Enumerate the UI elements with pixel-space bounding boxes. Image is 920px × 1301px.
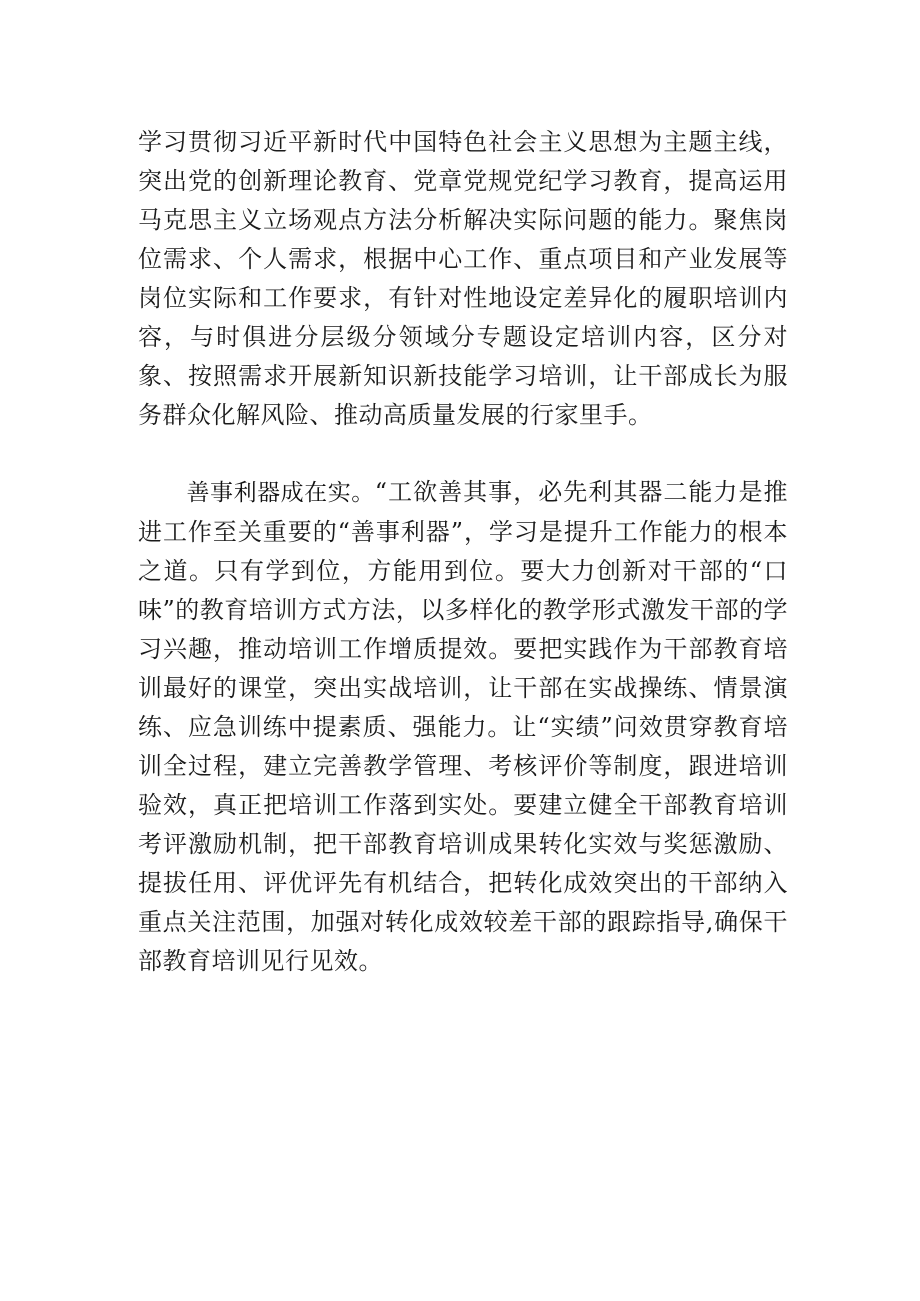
paragraph-2-text: “工欲善其事，必先利其器二能力是推进工作至关重要的“善事利器”，学习是提升工作能力的根本之道。只有学到位，方能用到位。要大力创新对干部的“口味”的教育培训方式方法，以多样化的教学形式激发干部的学习兴趣，推动培训工作增质提效。要把实践作为干部教育培训最好的课堂，突出实战培训，让干部在实战操练、情景演练、应急训练中提素质、强能力。让“实绩”问效贯穿教育培训全过程，建立完善教学管理、考核评价等制度，跟进培训验效，真正把培训工作落到实处。要建立健全干部教育培训考评激励机制，把干部教育培训成果转化实效与奖惩激励、提拔任用、评优评先有机结合，把转化成效突出的干部纳入重点关注范围，加强对转化成效较差干部的跟踪指导,确保干部教育培训见行见效。 — [138, 478, 788, 975]
paragraph-2 — [138, 473, 788, 981]
paragraph-2-lead: 善事利器成在实。 — [186, 480, 375, 506]
paragraph-1 — [138, 123, 788, 435]
paragraph-1-text: 学习贯彻习近平新时代中国特色社会主义思想为主题主线，突出党的创新理论教育、党章党规党纪学习教育，提高运用马克思主义立场观点方法分析解决实际问题的能力。聚焦岗位需求、个人需求，根据中心工作、重点项目和产业发展等岗位实际和工作要求，有针对性地设定差异化的履职培训内容，与时俱进分层级分领域分专题设定培训内容，区分对象、按照需求开展新知识新技能学习培训，让干部成长为服务群众化解风险、推动高质量发展的行家里手。 — [138, 128, 788, 429]
